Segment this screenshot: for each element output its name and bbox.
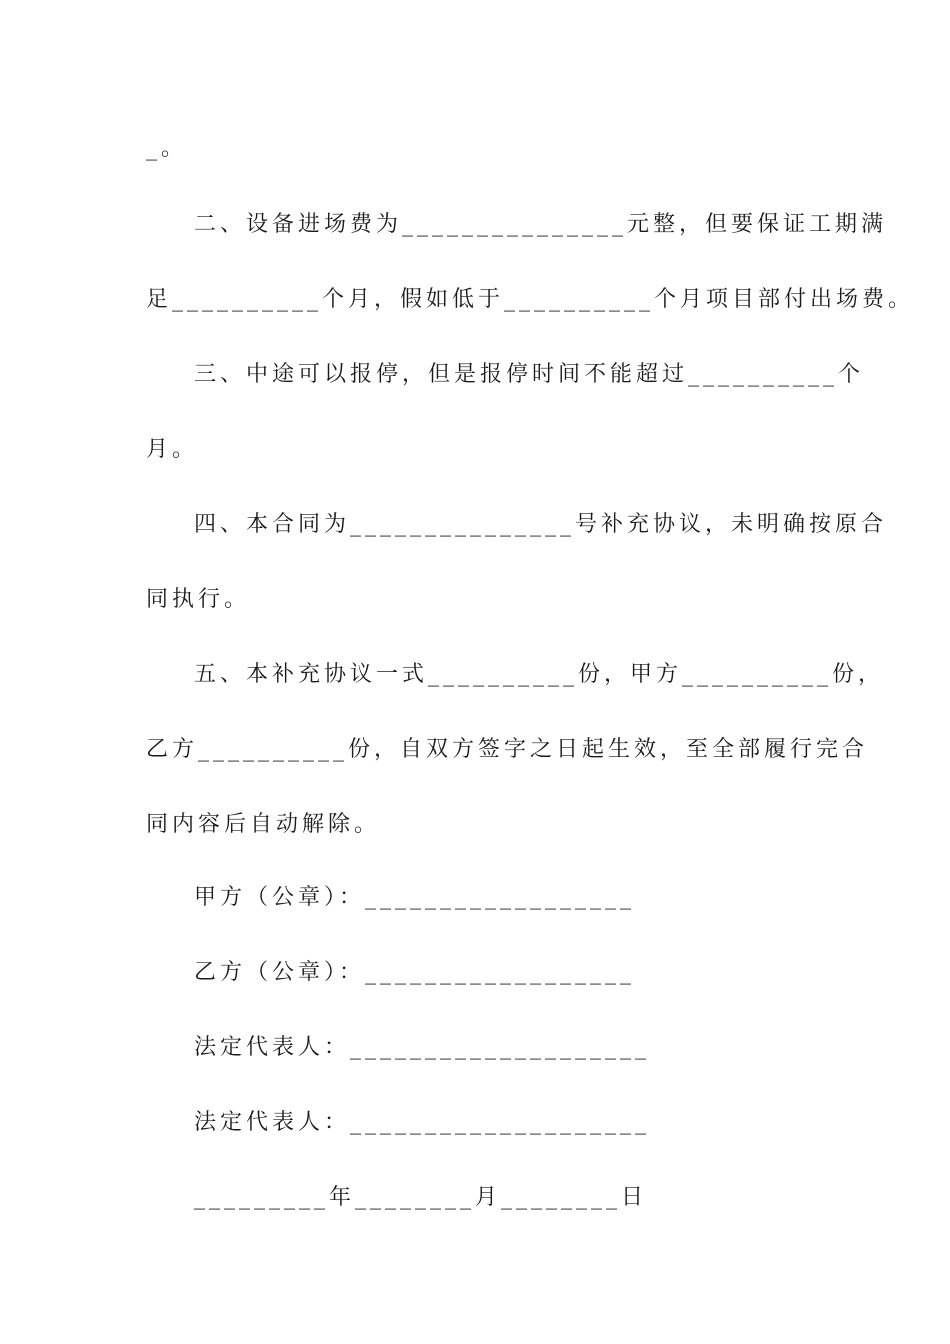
clause-3-line-2: 月。 (146, 437, 199, 462)
party-a-seal-line: 甲方（公章）：__________________ (194, 885, 636, 910)
clause-5-line-1: 五、本补充协议一式__________份，甲方__________份， (194, 662, 885, 687)
legal-representative-line-2: 法定代表人：____________________ (194, 1110, 651, 1135)
clause-2-line-2: 足__________个月，假如低于__________个月项目部付出场费。 (146, 287, 915, 312)
clause-5-line-3: 同内容后自动解除。 (146, 812, 381, 837)
date-line: _________年________月________日 (194, 1185, 648, 1210)
clause-3-line-1: 三、中途可以报停，但是报停时间不能超过__________个 (194, 362, 865, 387)
paragraph-tail: _。 (146, 136, 188, 161)
clause-5-line-2: 乙方__________份，自双方签字之日起生效，至全部履行完合 (146, 737, 869, 762)
clause-2-line-1: 二、设备进场费为_______________元整，但要保证工期满 (194, 212, 888, 237)
legal-representative-line-1: 法定代表人：____________________ (194, 1035, 651, 1060)
clause-4-line-1: 四、本合同为_______________号补充协议，未明确按原合 (194, 512, 888, 537)
party-b-seal-line: 乙方（公章）：__________________ (194, 960, 636, 985)
clause-4-line-2: 同执行。 (146, 587, 251, 612)
